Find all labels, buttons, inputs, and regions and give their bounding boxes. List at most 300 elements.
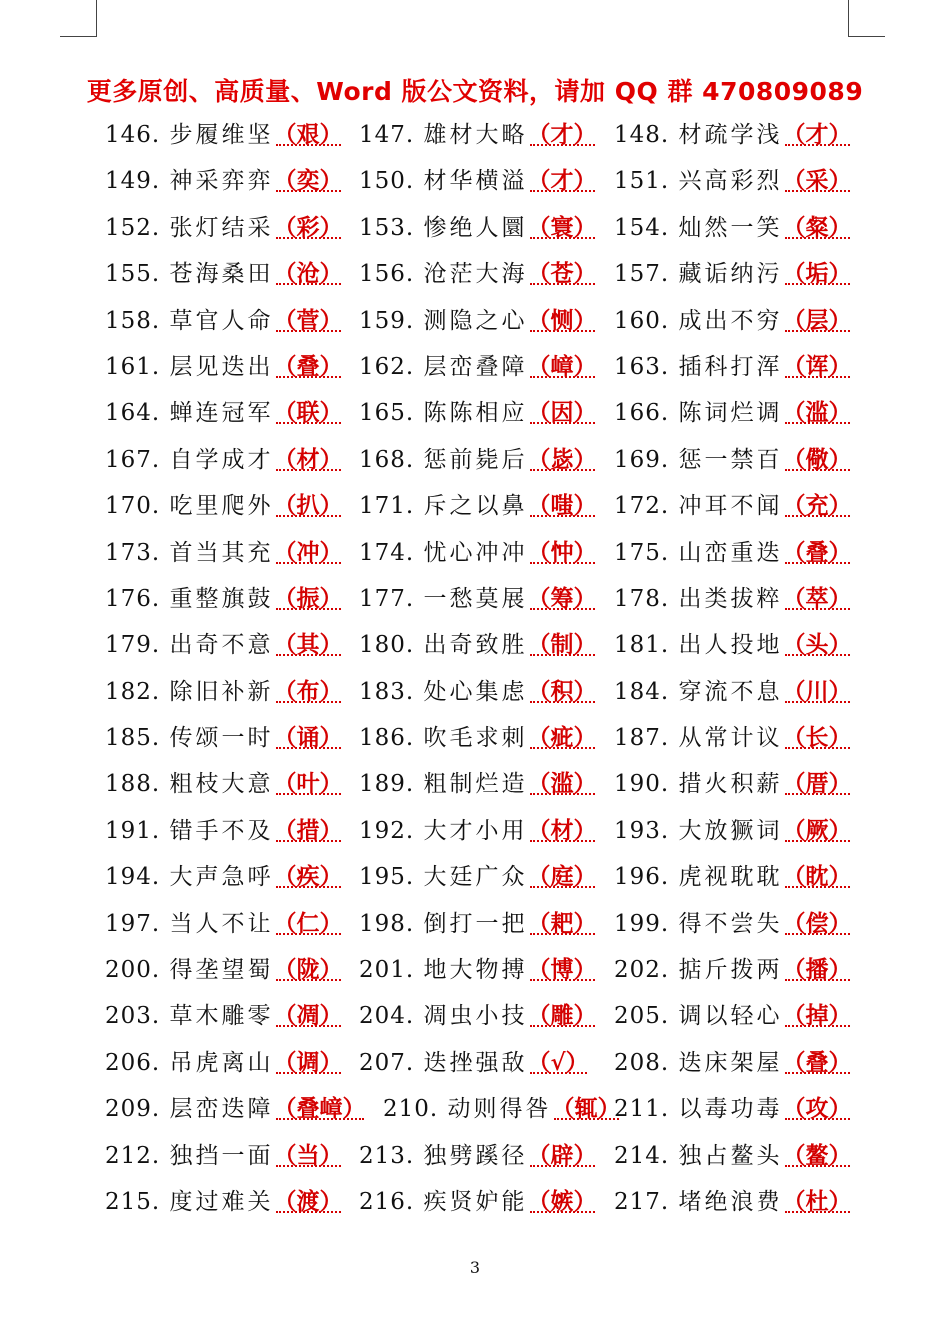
- item-number: 152.: [105, 214, 161, 241]
- list-item: [359, 761, 597, 807]
- list-item: [359, 298, 597, 344]
- idiom-text: 插科打浑: [678, 353, 783, 380]
- list-item: [614, 158, 852, 204]
- list-row: [105, 993, 905, 1039]
- idiom-text: 倒打一把: [423, 910, 528, 937]
- idiom-text: 重整旗鼓: [169, 585, 274, 612]
- item-number: 200.: [105, 957, 161, 984]
- answer-correction: （疵）: [527, 724, 597, 752]
- idiom-text: 措火积薪: [678, 771, 783, 798]
- answer-correction: （制）: [527, 631, 597, 659]
- answer-correction: （采）: [782, 167, 852, 195]
- idiom-text: 疾贤妒能: [423, 1188, 528, 1215]
- list-item: [105, 298, 343, 344]
- item-number: 197.: [105, 910, 161, 937]
- idiom-text: 兴高彩烈: [678, 168, 783, 195]
- item-number: 202.: [614, 957, 670, 984]
- idiom-text: 除旧补新: [169, 678, 274, 705]
- item-number: 170.: [105, 493, 161, 520]
- answer-correction: （攻）: [782, 1095, 852, 1123]
- idiom-text: 草官人命: [169, 307, 274, 334]
- list-row: [105, 251, 905, 297]
- answer-correction: （嗤）: [527, 492, 597, 520]
- list-row: [105, 390, 905, 436]
- answer-correction: （√）: [527, 1048, 589, 1076]
- item-number: 151.: [614, 168, 670, 195]
- item-number: 175.: [614, 539, 670, 566]
- list-item: [614, 530, 852, 576]
- item-number: 159.: [359, 307, 415, 334]
- item-number: 162.: [359, 353, 415, 380]
- item-number: 205.: [614, 1003, 670, 1030]
- idiom-text: 出奇致胜: [423, 632, 528, 659]
- list-item: [614, 669, 852, 715]
- item-number: 168.: [359, 446, 415, 473]
- answer-correction: （儆）: [782, 445, 852, 473]
- idiom-text: 材华横溢: [423, 168, 528, 195]
- list-item: [614, 761, 852, 807]
- answer-correction: （叠嶂）: [273, 1095, 366, 1123]
- answer-correction: （措）: [273, 816, 343, 844]
- list-item: [105, 483, 343, 529]
- item-number: 149.: [105, 168, 161, 195]
- list-item: [614, 715, 852, 761]
- idiom-text: 忧心冲冲: [423, 539, 528, 566]
- list-item: [614, 251, 852, 297]
- answer-correction: （扒）: [273, 492, 343, 520]
- list-item: [359, 1133, 597, 1179]
- list-item: [105, 205, 343, 251]
- answer-correction: （艰）: [273, 121, 343, 148]
- answer-correction: （沧）: [273, 260, 343, 288]
- idiom-text: 草木雕零: [169, 1003, 274, 1030]
- item-number: 174.: [359, 539, 415, 566]
- list-item: [614, 344, 852, 390]
- idiom-text: 张灯结采: [169, 214, 274, 241]
- answer-correction: （播）: [782, 956, 852, 984]
- answer-correction: （厥）: [782, 816, 852, 844]
- list-row: [105, 669, 905, 715]
- item-number: 160.: [614, 307, 670, 334]
- list-item: [614, 947, 852, 993]
- answer-correction: （彩）: [273, 213, 343, 241]
- idiom-text: 动则得咎: [447, 1096, 552, 1123]
- list-item: [614, 483, 852, 529]
- list-item: [614, 808, 852, 854]
- answer-correction: （恻）: [527, 306, 597, 334]
- item-number: 164.: [105, 400, 161, 427]
- list-item: [359, 390, 597, 436]
- idiom-correction-list: [105, 112, 905, 1225]
- list-item: [105, 947, 343, 993]
- idiom-text: 苍海桑田: [169, 261, 274, 288]
- item-number: 201.: [359, 957, 415, 984]
- crop-mark-top-right: [848, 0, 885, 37]
- list-row: [105, 1179, 905, 1225]
- item-number: 196.: [614, 864, 670, 891]
- item-number: 207.: [359, 1049, 415, 1076]
- list-row: [105, 761, 905, 807]
- item-number: 189.: [359, 771, 415, 798]
- list-item: [105, 437, 343, 483]
- item-number: 186.: [359, 725, 415, 752]
- answer-correction: （垢）: [782, 260, 852, 288]
- list-row: [105, 298, 905, 344]
- item-number: 209.: [105, 1096, 161, 1123]
- item-number: 154.: [614, 214, 670, 241]
- idiom-text: 迭床架屋: [678, 1049, 783, 1076]
- answer-correction: （杜）: [782, 1187, 852, 1215]
- idiom-text: 吃里爬外: [169, 493, 274, 520]
- item-number: 177.: [359, 585, 415, 612]
- idiom-text: 冲耳不闻: [678, 493, 783, 520]
- list-item: [614, 112, 852, 158]
- list-item: [359, 112, 597, 158]
- idiom-text: 出类拔粹: [678, 585, 783, 612]
- answer-correction: （调）: [273, 1048, 343, 1076]
- list-item: [614, 993, 852, 1039]
- idiom-text: 层峦迭障: [169, 1096, 274, 1123]
- list-item: [105, 530, 343, 576]
- item-number: 153.: [359, 214, 415, 241]
- item-number: 171.: [359, 493, 415, 520]
- list-item: [359, 158, 597, 204]
- list-row: [105, 1086, 905, 1132]
- idiom-text: 测隐之心: [423, 307, 528, 334]
- item-number: 199.: [614, 910, 670, 937]
- idiom-text: 得垄望蜀: [169, 957, 274, 984]
- item-number: 215.: [105, 1188, 161, 1215]
- item-number: 155.: [105, 261, 161, 288]
- answer-correction: （充）: [782, 492, 852, 520]
- list-item: [359, 808, 597, 854]
- list-row: [105, 437, 905, 483]
- item-number: 208.: [614, 1049, 670, 1076]
- item-number: 217.: [614, 1188, 670, 1215]
- answer-correction: （嶂）: [527, 352, 597, 380]
- list-item: [614, 437, 852, 483]
- idiom-text: 沧茫大海: [423, 261, 528, 288]
- idiom-text: 惨绝人圜: [423, 214, 528, 241]
- answer-correction: （材）: [527, 816, 597, 844]
- list-item: [359, 854, 597, 900]
- item-number: 211.: [614, 1096, 670, 1123]
- answer-correction: （耙）: [527, 909, 597, 937]
- list-item: [614, 622, 852, 668]
- list-item: [614, 901, 852, 947]
- item-number: 161.: [105, 353, 161, 380]
- answer-correction: （嫉）: [527, 1187, 597, 1215]
- list-item: [105, 158, 343, 204]
- list-item: [105, 622, 343, 668]
- list-row: [105, 483, 905, 529]
- answer-correction: （当）: [273, 1141, 343, 1169]
- idiom-text: 得不尝失: [678, 910, 783, 937]
- list-item: [359, 993, 597, 1039]
- idiom-text: 斥之以鼻: [423, 493, 528, 520]
- item-number: 183.: [359, 678, 415, 705]
- idiom-text: 灿然一笑: [678, 214, 783, 241]
- answer-correction: （振）: [273, 584, 343, 612]
- idiom-text: 凋虫小技: [423, 1003, 528, 1030]
- answer-correction: （厝）: [782, 770, 852, 798]
- idiom-text: 当人不让: [169, 910, 274, 937]
- list-item: [105, 669, 343, 715]
- item-number: 173.: [105, 539, 161, 566]
- list-item: [614, 576, 852, 622]
- list-item: [105, 344, 343, 390]
- idiom-text: 吹毛求刺: [423, 725, 528, 752]
- answer-correction: （积）: [527, 677, 597, 705]
- idiom-text: 堵绝浪费: [678, 1188, 783, 1215]
- answer-correction: （层）: [782, 306, 852, 334]
- list-item: [105, 576, 343, 622]
- item-number: 191.: [105, 817, 161, 844]
- idiom-text: 独挡一面: [169, 1142, 274, 1169]
- list-item: [105, 1040, 343, 1086]
- item-number: 150.: [359, 168, 415, 195]
- item-number: 158.: [105, 307, 161, 334]
- idiom-text: 惩前毙后: [423, 446, 528, 473]
- idiom-text: 粗制烂造: [423, 771, 528, 798]
- answer-correction: （辟）: [527, 1141, 597, 1169]
- list-item: [359, 622, 597, 668]
- item-number: 182.: [105, 678, 161, 705]
- item-number: 198.: [359, 910, 415, 937]
- list-item: [614, 390, 852, 436]
- item-number: 203.: [105, 1003, 161, 1030]
- idiom-text: 吊虎离山: [169, 1049, 274, 1076]
- idiom-text: 藏诟纳污: [678, 261, 783, 288]
- item-number: 216.: [359, 1188, 415, 1215]
- item-number: 179.: [105, 632, 161, 659]
- answer-correction: （滥）: [782, 399, 852, 427]
- idiom-text: 山峦重迭: [678, 539, 783, 566]
- item-number: 157.: [614, 261, 670, 288]
- item-number: 195.: [359, 864, 415, 891]
- item-number: 148.: [614, 122, 670, 148]
- answer-correction: （萃）: [782, 584, 852, 612]
- answer-correction: （筹）: [527, 584, 597, 612]
- answer-correction: （渡）: [273, 1187, 343, 1215]
- idiom-text: 出奇不意: [169, 632, 274, 659]
- list-row: [105, 344, 905, 390]
- list-item: [105, 854, 343, 900]
- answer-correction: （忡）: [527, 538, 597, 566]
- answer-correction: （才）: [782, 121, 852, 148]
- answer-correction: （奕）: [273, 167, 343, 195]
- answer-correction: （雕）: [527, 1002, 597, 1030]
- item-number: 180.: [359, 632, 415, 659]
- list-item: [359, 437, 597, 483]
- idiom-text: 蝉连冠军: [169, 400, 274, 427]
- item-number: 188.: [105, 771, 161, 798]
- item-number: 206.: [105, 1049, 161, 1076]
- page-number: 3: [469, 1258, 481, 1277]
- list-item: [614, 298, 852, 344]
- idiom-text: 以毒功毒: [678, 1096, 783, 1123]
- idiom-text: 层见迭出: [169, 353, 274, 380]
- item-number: 204.: [359, 1003, 415, 1030]
- answer-correction: （庭）: [527, 863, 597, 891]
- answer-correction: （叠）: [273, 352, 343, 380]
- list-row: [105, 715, 905, 761]
- answer-correction: （寰）: [527, 213, 597, 241]
- list-item: [359, 669, 597, 715]
- list-item: [359, 1040, 589, 1086]
- list-item: [105, 1086, 366, 1132]
- item-number: 190.: [614, 771, 670, 798]
- list-item: [359, 205, 597, 251]
- answer-correction: （仁）: [273, 909, 343, 937]
- item-number: 185.: [105, 725, 161, 752]
- answer-correction: （才）: [527, 167, 597, 195]
- item-number: 178.: [614, 585, 670, 612]
- list-row: [105, 112, 905, 158]
- idiom-text: 从常计议: [678, 725, 783, 752]
- item-number: 181.: [614, 632, 670, 659]
- idiom-text: 大才小用: [423, 817, 528, 844]
- item-number: 176.: [105, 585, 161, 612]
- crop-mark-top-left: [60, 0, 97, 37]
- list-item: [105, 1133, 343, 1179]
- list-row: [105, 1133, 905, 1179]
- list-item: [383, 1086, 621, 1132]
- list-row: [105, 808, 905, 854]
- list-item: [359, 483, 597, 529]
- list-item: [359, 576, 597, 622]
- list-item: [105, 993, 343, 1039]
- item-number: 167.: [105, 446, 161, 473]
- answer-correction: （粲）: [782, 213, 852, 241]
- idiom-text: 掂斤拨两: [678, 957, 783, 984]
- item-number: 214.: [614, 1142, 670, 1169]
- answer-correction: （叠）: [782, 1048, 852, 1076]
- item-number: 184.: [614, 678, 670, 705]
- list-item: [105, 390, 343, 436]
- idiom-text: 大廷广众: [423, 864, 528, 891]
- list-item: [105, 808, 343, 854]
- idiom-text: 陈词烂调: [678, 400, 783, 427]
- item-number: 163.: [614, 353, 670, 380]
- list-row: [105, 947, 905, 993]
- idiom-text: 层峦叠障: [423, 353, 528, 380]
- answer-correction: （长）: [782, 724, 852, 752]
- answer-correction: （博）: [527, 956, 597, 984]
- item-number: 169.: [614, 446, 670, 473]
- list-item: [359, 901, 597, 947]
- list-item: [359, 344, 597, 390]
- answer-correction: （毖）: [527, 445, 597, 473]
- list-row: [105, 901, 905, 947]
- idiom-text: 一愁莫展: [423, 585, 528, 612]
- list-row: [105, 622, 905, 668]
- answer-correction: （苍）: [527, 260, 597, 288]
- item-number: 212.: [105, 1142, 161, 1169]
- list-row: [105, 205, 905, 251]
- idiom-text: 独劈蹊径: [423, 1142, 528, 1169]
- answer-correction: （才）: [527, 121, 597, 148]
- list-item: [105, 251, 343, 297]
- item-number: 166.: [614, 400, 670, 427]
- answer-correction: （诨）: [782, 352, 852, 380]
- list-item: [614, 205, 852, 251]
- idiom-text: 独占鳌头: [678, 1142, 783, 1169]
- idiom-text: 地大物搏: [423, 957, 528, 984]
- list-item: [105, 1179, 343, 1225]
- answer-correction: （鳌）: [782, 1141, 852, 1169]
- idiom-text: 神采弈弈: [169, 168, 274, 195]
- answer-correction: （凋）: [273, 1002, 343, 1030]
- answer-correction: （陇）: [273, 956, 343, 984]
- item-number: 194.: [105, 864, 161, 891]
- answer-correction: （冲）: [273, 538, 343, 566]
- list-item: [359, 1179, 597, 1225]
- answer-correction: （滥）: [527, 770, 597, 798]
- list-row: [105, 530, 905, 576]
- item-number: 213.: [359, 1142, 415, 1169]
- list-item: [359, 715, 597, 761]
- list-item: [105, 715, 343, 761]
- answer-correction: （其）: [273, 631, 343, 659]
- list-item: [105, 901, 343, 947]
- answer-correction: （因）: [527, 399, 597, 427]
- idiom-text: 成出不穷: [678, 307, 783, 334]
- answer-correction: （诵）: [273, 724, 343, 752]
- item-number: 192.: [359, 817, 415, 844]
- idiom-text: 步履维坚: [169, 122, 274, 148]
- idiom-text: 处心集虑: [423, 678, 528, 705]
- list-item: [359, 530, 597, 576]
- item-number: 210.: [383, 1096, 439, 1123]
- answer-correction: （川）: [782, 677, 852, 705]
- list-item: [614, 1040, 852, 1086]
- idiom-text: 大声急呼: [169, 864, 274, 891]
- list-item: [105, 761, 343, 807]
- list-item: [614, 1133, 852, 1179]
- idiom-text: 迭挫强敌: [423, 1049, 528, 1076]
- list-item: [614, 1179, 852, 1225]
- answer-correction: （叶）: [273, 770, 343, 798]
- list-row: [105, 158, 905, 204]
- idiom-text: 雄材大略: [423, 122, 528, 148]
- answer-correction: （辄）: [551, 1095, 621, 1123]
- item-number: 147.: [359, 122, 415, 148]
- list-item: [614, 854, 852, 900]
- item-number: 146.: [105, 122, 161, 148]
- idiom-text: 陈陈相应: [423, 400, 528, 427]
- idiom-text: 自学成才: [169, 446, 274, 473]
- promo-header: 更多原创、高质量、Word 版公文资料，请加 QQ 群 470809089: [86, 77, 864, 106]
- answer-correction: （材）: [273, 445, 343, 473]
- answer-correction: （布）: [273, 677, 343, 705]
- idiom-text: 穿流不息: [678, 678, 783, 705]
- idiom-text: 传颂一时: [169, 725, 274, 752]
- list-item: [359, 947, 597, 993]
- idiom-text: 粗枝大意: [169, 771, 274, 798]
- item-number: 193.: [614, 817, 670, 844]
- answer-correction: （眈）: [782, 863, 852, 891]
- idiom-text: 错手不及: [169, 817, 274, 844]
- list-row: [105, 576, 905, 622]
- list-item: [614, 1086, 852, 1132]
- idiom-text: 虎视耽耽: [678, 864, 783, 891]
- item-number: 172.: [614, 493, 670, 520]
- idiom-text: 出人投地: [678, 632, 783, 659]
- list-row: [105, 1040, 905, 1086]
- list-item: [359, 251, 597, 297]
- answer-correction: （叠）: [782, 538, 852, 566]
